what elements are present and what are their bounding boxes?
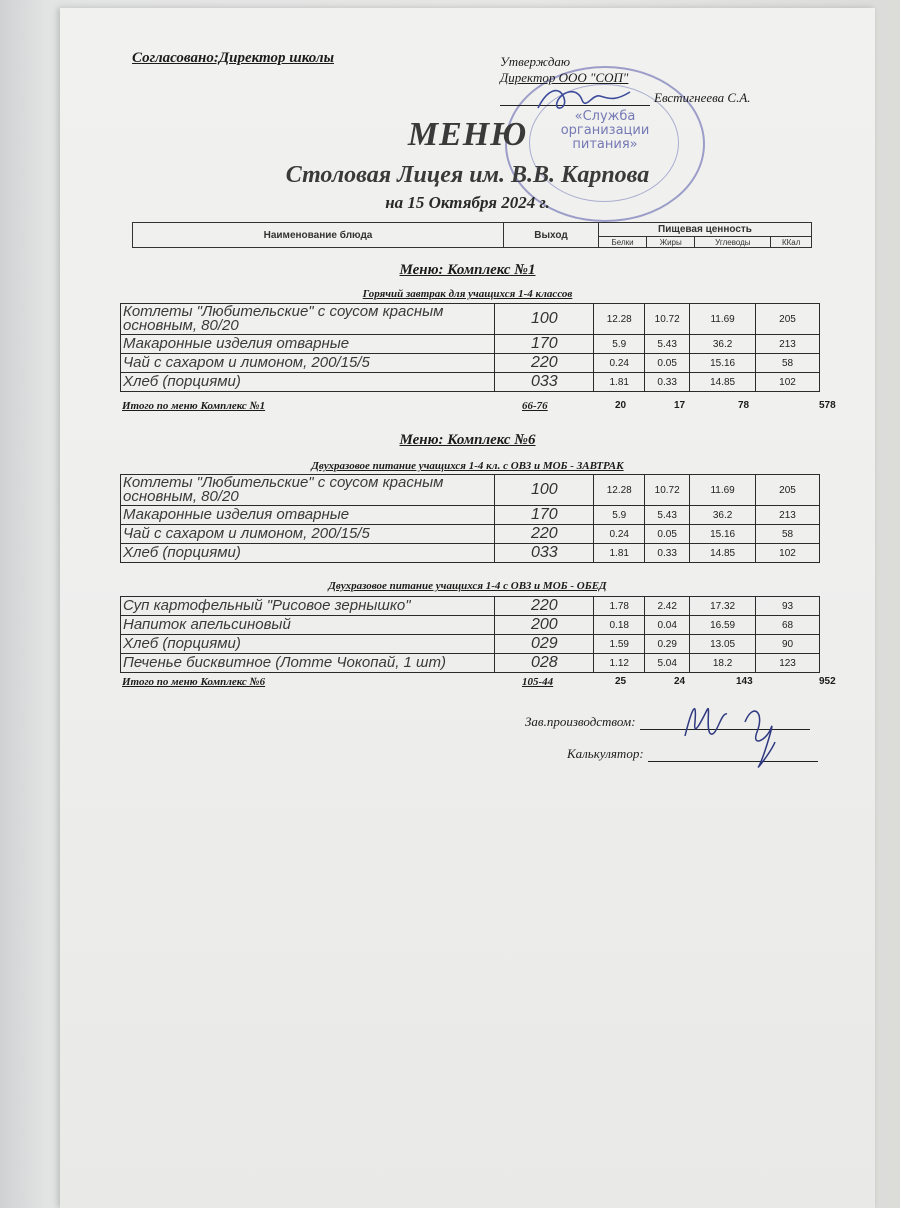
dish-output: 100 [495,475,594,506]
table-row [121,335,820,354]
dish-carbs: 14.85 [690,544,756,563]
table-row [121,544,820,563]
menu-date: на 15 Октября 2024 г. [385,193,550,212]
dish-carbs: 36.2 [690,335,756,354]
approver-position: Директор ООО "СОП" [500,70,629,85]
organization-stamp: «Служба организации питания» [505,66,705,222]
dish-carbs: 18.2 [690,654,756,673]
table-row [121,354,820,373]
dish-proteins: 0.24 [594,354,645,373]
complex1-total-carbs: 78 [738,400,750,411]
dish-kcal: 102 [756,373,820,392]
dish-name: Чай с сахаром и лимоном, 200/15/5 [121,525,495,544]
complex6-total-proteins: 25 [615,676,627,687]
complex6-breakfast-table [120,474,820,563]
dish-fats: 0.33 [645,373,690,392]
dish-carbs: 11.69 [690,304,756,335]
menu-sheet [60,8,875,1208]
dish-output: 033 [495,544,594,563]
dish-output: 220 [495,597,594,616]
proteins-header: Белки [599,237,647,248]
dish-fats: 2.42 [645,597,690,616]
dish-fats: 5.04 [645,654,690,673]
dish-name: Хлеб (порциями) [121,544,495,563]
dish-kcal: 205 [756,304,820,335]
production-head-label: Зав.производством: [525,714,636,729]
table-row [121,597,820,616]
complex6-total-carbs: 143 [736,676,753,687]
dish-fats: 10.72 [645,304,690,335]
dish-name: Хлеб (порциями) [121,635,495,654]
table-row [121,654,820,673]
table-row [121,373,820,392]
dish-fats: 0.04 [645,616,690,635]
dish-proteins: 1.81 [594,544,645,563]
dish-carbs: 17.32 [690,597,756,616]
dish-kcal: 58 [756,525,820,544]
approver-signature [530,80,640,120]
canteen-name: Столовая Лицея им. В.В. Карпова [285,162,650,188]
dish-name: Хлеб (порциями) [121,373,495,392]
dish-output: 220 [495,354,594,373]
dish-output: 220 [495,525,594,544]
dish-name: Котлеты "Любительские" с соусом красным основным, 80/20 [121,304,495,335]
dish-output: 100 [495,304,594,335]
complex6-title: Меню: Комплекс №6 [399,432,536,448]
table-row [121,304,820,335]
complex6-breakfast-title: Двухразовое питание учащихся 1-4 кл. с ОВЗ и МОБ - ЗАВТРАК [311,460,624,472]
dish-proteins: 0.24 [594,525,645,544]
production-head-signature [675,692,795,772]
carbs-header: Углеводы [695,237,771,248]
complex1-total-proteins: 20 [615,400,627,411]
kcal-header: ККал [771,237,812,248]
fats-header: Жиры [647,237,695,248]
table-row [121,616,820,635]
dish-output: 028 [495,654,594,673]
dish-kcal: 213 [756,506,820,525]
dish-proteins: 1.78 [594,597,645,616]
dish-output: 033 [495,373,594,392]
dish-proteins: 0.18 [594,616,645,635]
dish-fats: 0.29 [645,635,690,654]
dish-carbs: 36.2 [690,506,756,525]
dish-name: Печенье бисквитное (Лотте Чокопай, 1 шт) [121,654,495,673]
dish-fats: 10.72 [645,475,690,506]
dish-carbs: 14.85 [690,373,756,392]
agreed-director-label: Согласовано:Директор школы [132,50,334,66]
dish-fats: 0.05 [645,354,690,373]
dish-proteins: 1.59 [594,635,645,654]
dish-fats: 0.33 [645,544,690,563]
table-header [132,222,812,248]
dish-carbs: 11.69 [690,475,756,506]
dish-proteins: 1.81 [594,373,645,392]
dish-proteins: 5.9 [594,506,645,525]
dish-name: Суп картофельный "Рисовое зернышко" [121,597,495,616]
calculator-label: Калькулятор: [567,746,644,761]
dish-proteins: 1.12 [594,654,645,673]
dish-carbs: 15.16 [690,525,756,544]
dish-fats: 5.43 [645,335,690,354]
dish-name: Напиток апельсиновый [121,616,495,635]
complex6-lunch-table [120,596,820,673]
output-header: Выход [504,223,599,248]
dish-kcal: 90 [756,635,820,654]
table-row [121,506,820,525]
dish-fats: 0.05 [645,525,690,544]
dish-kcal: 68 [756,616,820,635]
dish-proteins: 12.28 [594,304,645,335]
dish-kcal: 213 [756,335,820,354]
dish-output: 029 [495,635,594,654]
dish-kcal: 123 [756,654,820,673]
dish-output: 170 [495,335,594,354]
dish-name: Макаронные изделия отварные [121,506,495,525]
complex6-total-kcal: 952 [819,676,836,687]
complex6-total-output: 105-44 [522,676,554,688]
approved-label: Утверждаю [500,54,571,69]
dish-output: 200 [495,616,594,635]
dish-name: Котлеты "Любительские" с соусом красным основным, 80/20 [121,475,495,506]
complex1-meal-title: Горячий завтрак для учащихся 1-4 классов [362,288,573,300]
table-row [121,635,820,654]
page-title: МЕНЮ [407,116,528,153]
dish-kcal: 93 [756,597,820,616]
dish-carbs: 16.59 [690,616,756,635]
dish-carbs: 13.05 [690,635,756,654]
complex6-total-label: Итого по меню Комплекс №6 [122,676,266,688]
dish-kcal: 58 [756,354,820,373]
complex1-total-label: Итого по меню Комплекс №1 [122,400,266,412]
complex1-table [120,303,820,392]
complex1-total-kcal: 578 [819,400,836,411]
dish-proteins: 5.9 [594,335,645,354]
dish-proteins: 12.28 [594,475,645,506]
complex1-total-fats: 17 [674,400,686,411]
complex6-lunch-title: Двухразовое питание учащихся 1-4 с ОВЗ и МОБ - ОБЕД [328,580,607,592]
dish-fats: 5.43 [645,506,690,525]
dish-carbs: 15.16 [690,354,756,373]
complex1-title: Меню: Комплекс №1 [399,262,536,278]
complex6-total-fats: 24 [674,676,686,687]
complex1-total-output: 66-76 [522,400,548,412]
table-row [121,525,820,544]
dish-kcal: 205 [756,475,820,506]
dish-name-header: Наименование блюда [133,223,504,248]
dish-name: Чай с сахаром и лимоном, 200/15/5 [121,354,495,373]
dish-output: 170 [495,506,594,525]
dish-kcal: 102 [756,544,820,563]
dish-name: Макаронные изделия отварные [121,335,495,354]
table-row [121,475,820,506]
approver-name: Евстигнеева С.А. [654,90,751,105]
nutrition-header: Пищевая ценность [599,223,812,237]
